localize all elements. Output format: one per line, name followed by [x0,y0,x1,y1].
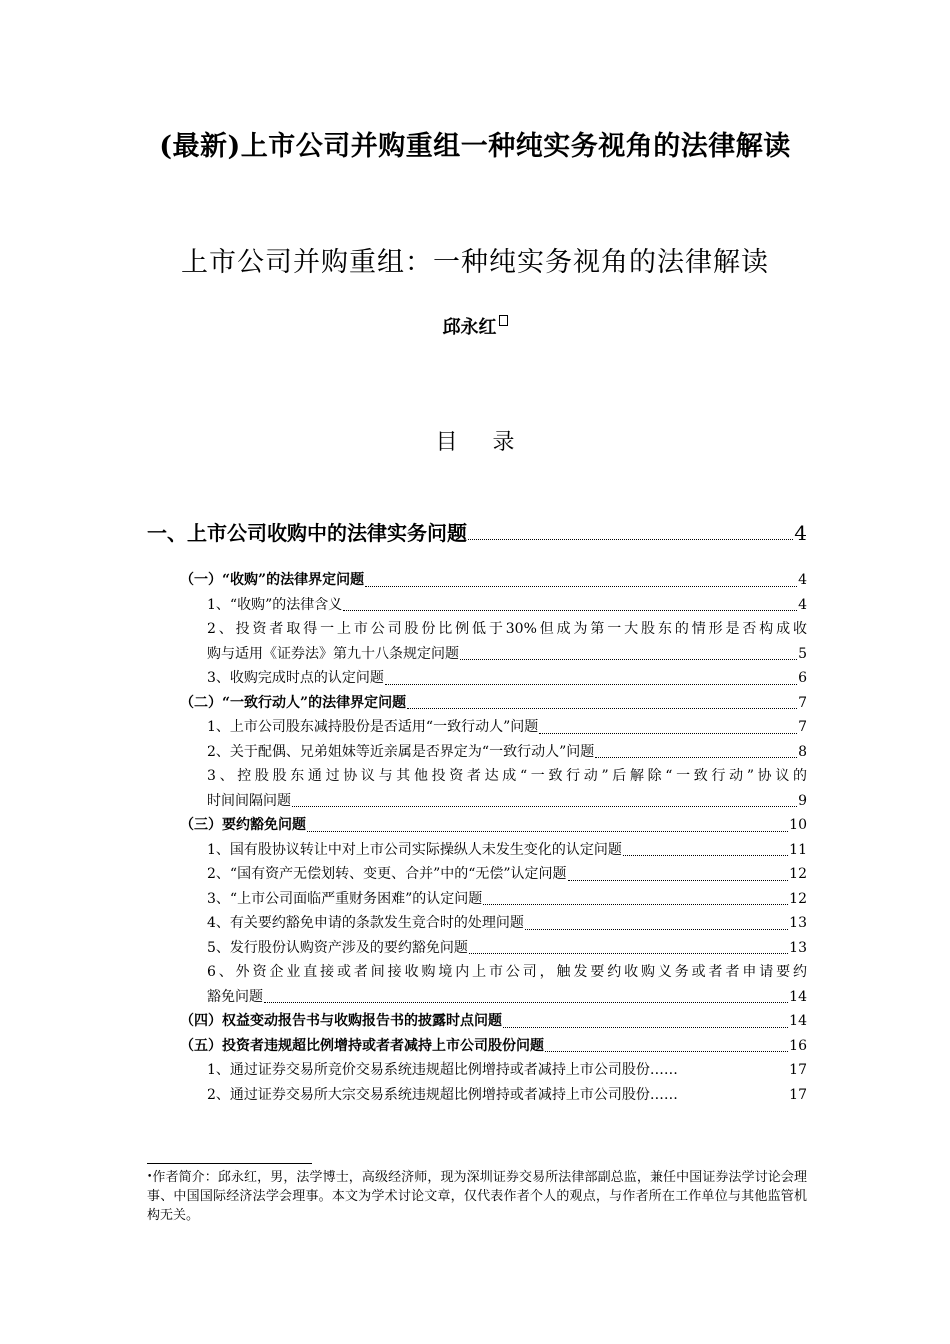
toc-leader-dots [343,610,797,611]
toc-entry-text: （二）“一致行动人”的法律界定问题 [180,694,407,711]
toc-entry-text: （四）权益变动报告书与收购报告书的披露时点问题 [180,1013,502,1029]
toc-leader-dots [545,1051,788,1052]
toc-entry-item[interactable] [147,715,807,740]
toc-entry-text: 3、收购完成时点的认定问题 [207,670,384,686]
toc-leader-dots [623,855,788,856]
toc-leader-dots [595,757,797,758]
toc-leader-dots [292,806,797,807]
article-title: 上市公司并购重组：一种纯实务视角的法律解读 [181,247,769,278]
toc-page-number: 9 [798,792,807,809]
toc-page-number: 14 [789,1013,807,1029]
toc-leader-dots [525,929,788,930]
toc-entry-item[interactable] [147,887,807,912]
toc-leader-dots [539,733,797,734]
toc-entry-text: 1、“收购”的法律含义 [207,596,343,613]
toc-entry-section[interactable] [147,1009,807,1034]
toc-entry-text-continued: 豁免问题 [207,988,263,1005]
toc-page-number: 7 [798,694,807,711]
toc-entry-item[interactable] [147,1058,807,1083]
toc-page-number: 7 [798,719,807,735]
footnote-separator [147,1163,312,1164]
toc-entry-item[interactable] [147,1083,807,1108]
toc-entry-section[interactable] [147,813,807,838]
author-name: 邱永红 [442,317,497,338]
toc-page-number: 17 [789,1086,807,1103]
footnote-text: 作者简介：邱永红，男，法学博士，高级经济师，现为深圳证券交易所法律部副总监，兼任中国证券法学讨论会理事、中国国际经济法学会理事。本文为学术讨论文章，仅代表作者个人的观点，与作者所在工作单位与其他监管机构无关。 [147,1170,807,1223]
toc-page-number: 4 [798,572,807,588]
toc-entry-text: 5、发行股份认购资产涉及的要约豁免问题 [207,939,468,956]
toc-entry-text: 2、“国有资产无偿划转、变更、合并”中的“无偿”认定问题 [207,866,567,882]
toc-entry-text: 2、通过证券交易所大宗交易系统违规超比例增持或者减持上市公司股份…… [207,1086,678,1103]
toc-page-number: 4 [798,596,807,613]
toc-entry-part1[interactable] [147,518,807,548]
toc-leader-dots [365,586,797,587]
toc-leader-dots [568,880,789,881]
toc-entry-section[interactable] [147,568,807,593]
document-title: (最新)上市公司并购重组一种纯实务视角的法律解读 [159,131,791,162]
toc-entry-section[interactable] [147,691,807,716]
toc-entry-section[interactable] [147,1034,807,1059]
toc-leader-dots [460,659,797,660]
toc-leader-dots [307,831,788,832]
toc-leader-dots [469,953,788,954]
toc-page-number: 13 [789,915,807,931]
toc-page-number: 5 [798,645,807,662]
toc-entry-item[interactable] [147,666,807,691]
toc-page-number: 8 [798,743,807,760]
toc-page-number: 4 [794,521,807,545]
toc-leader-dots [385,684,797,685]
toc-page-number: 11 [789,841,807,858]
toc-page-number: 10 [789,817,807,833]
toc-leader-dots [468,539,793,540]
toc-entry-item[interactable] [147,862,807,887]
toc-entry-text: 1、国有股协议转让中对上市公司实际操纵人未发生变化的认定问题 [207,841,622,858]
toc-entry-text: （三）要约豁免问题 [180,817,306,833]
toc-entry-text: 6、外资企业直接或者间接收购境内上市公司，触发要约收购义务或者者申请要约 [207,964,807,980]
toc-entry-item[interactable] [147,740,807,765]
toc-page-number: 12 [789,890,807,907]
toc-page-number: 14 [789,988,807,1005]
toc-leader-dots [483,904,788,905]
toc-page-number: 13 [789,939,807,956]
author-line [0,313,950,339]
footnote-marker: • [147,1172,153,1182]
table-of-contents [147,518,807,1107]
toc-entry-text: 2、投资者取得一上市公司股份比例低于30%但成为第一大股东的情形是否构成收 [207,621,807,637]
toc-entry-item[interactable] [147,593,807,618]
toc-entry-text: 1、通过证券交易所竞价交易系统违规超比例增持或者减持上市公司股份…… [207,1062,678,1078]
toc-entry-text: 1、上市公司股东减持股份是否适用“一致行动人”问题 [207,719,539,735]
toc-entry-item[interactable] [147,911,807,936]
toc-entry-text: 2、关于配偶、兄弟姐妹等近亲属是否界定为“一致行动人”问题 [207,743,595,760]
toc-page-number: 12 [789,866,807,882]
toc-page-number: 6 [798,670,807,686]
toc-entry-text: 一、上市公司收购中的法律实务问题 [147,521,467,545]
toc-page-number: 16 [789,1037,807,1054]
toc-leader-dots [503,1027,788,1028]
toc-entry-item[interactable] [147,617,807,666]
toc-page-number: 17 [789,1062,807,1078]
toc-leader-dots [407,708,797,709]
toc-entry-text-continued: 购与适用《证券法》第九十八条规定问题 [207,645,459,662]
toc-entry-text: 3、控股股东通过协议与其他投资者达成“一致行动”后解除“一致行动”协议的 [207,768,807,784]
toc-entry-text: 3、“上市公司面临严重财务困难”的认定问题 [207,890,483,907]
toc-entry-item[interactable] [147,838,807,863]
footnote-reference-icon [499,315,508,326]
footnote [147,1168,807,1225]
toc-entry-text-continued: 时间间隔问题 [207,792,291,809]
toc-entry-text: （一）“收购”的法律界定问题 [180,572,365,588]
toc-entry-text: （五）投资者违规超比例增持或者者减持上市公司股份问题 [180,1037,544,1054]
toc-entry-item[interactable] [147,960,807,1009]
toc-heading: 目 录 [435,430,529,455]
toc-entry-item[interactable] [147,936,807,961]
toc-entry-text: 4、有关要约豁免申请的条款发生竞合时的处理问题 [207,915,524,931]
toc-leader-dots [264,1002,788,1003]
toc-entry-item[interactable] [147,764,807,813]
